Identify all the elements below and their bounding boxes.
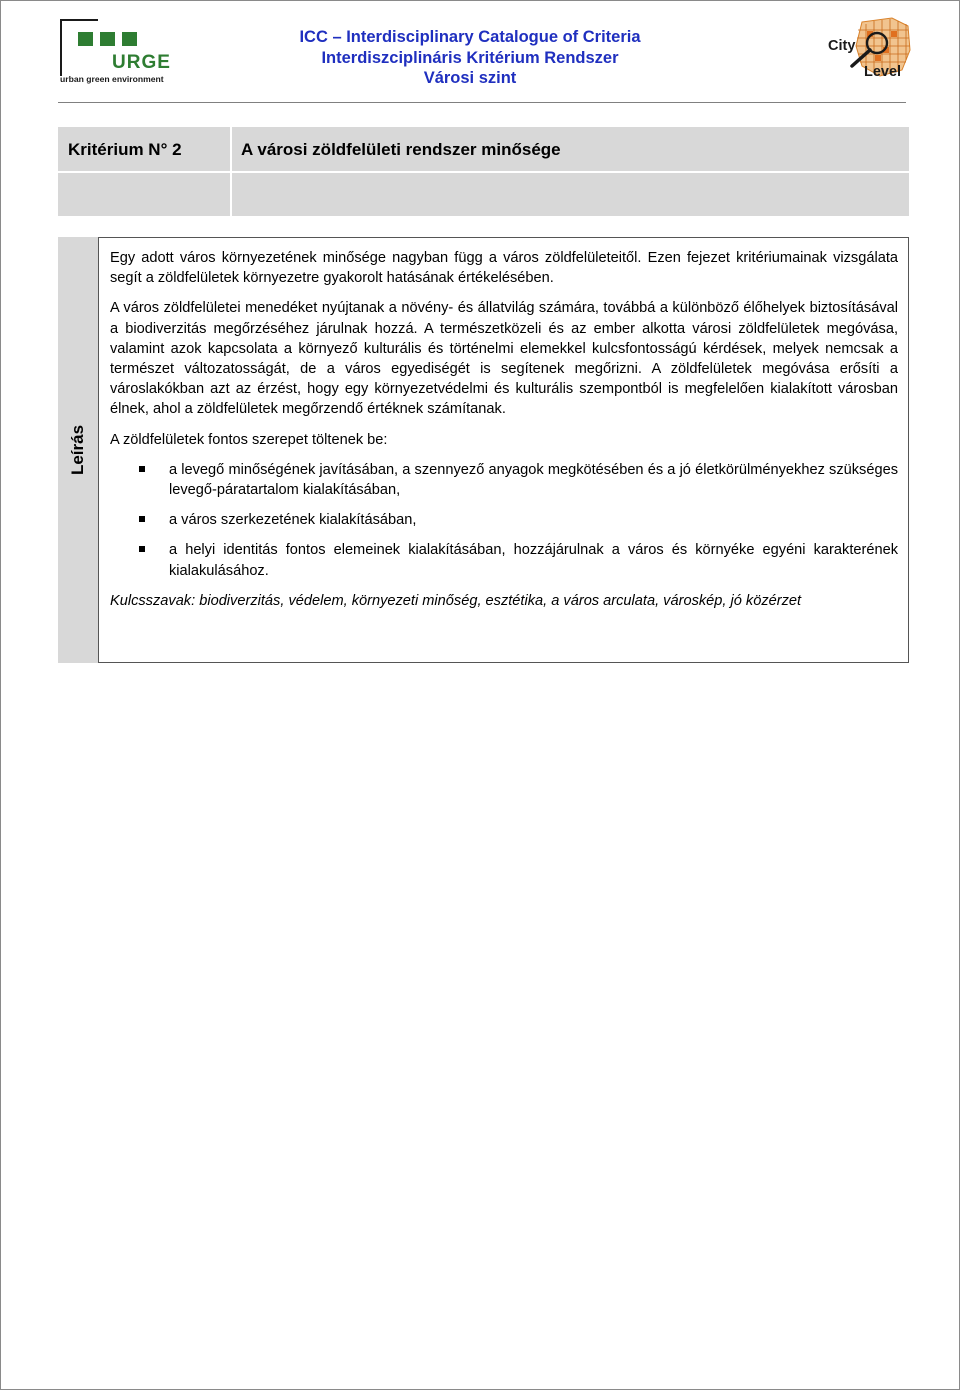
description-bullet-list xyxy=(110,460,898,581)
list-item-text: a helyi identitás fontos elemeinek kialakításában, hozzájárulnak a város és környéke egyéni karakterének kialakulásához. xyxy=(169,542,898,579)
urge-logo xyxy=(58,18,178,86)
list-item xyxy=(110,510,898,530)
description-paragraph-1: Egy adott város környezetének minősége nagyban függ a város zöldfelületeitől. Ezen fejezet kritériumainak vizsgálata segít a zöldfelületek környezetre gyakorolt hatásának értékelésében. xyxy=(110,250,898,287)
description-side-panel xyxy=(58,237,98,663)
city-level-logo xyxy=(822,16,912,82)
city-logo-word-city: City xyxy=(828,38,856,54)
square-bullet-icon xyxy=(139,546,145,552)
description-paragraph-3: A zöldfelületek fontos szerepet töltenek be: xyxy=(110,431,388,448)
list-item-text: a levegő minőségének javításában, a szennyező anyagok megkötésében és a jó életkörülményekhez szükséges levegő-páratartalom kialakításában, xyxy=(169,461,898,499)
square-bullet-icon xyxy=(139,516,145,522)
criterion-title: A városi zöldfelületi rendszer minősége xyxy=(241,140,561,159)
city-logo-word-level: Level xyxy=(864,64,902,80)
criterion-table-row-divider xyxy=(58,171,909,173)
keywords: Kulcsszavak: biodiverzitás, védelem, környezeti minőség, esztétika, a város arculata, városkép, jó közérzet xyxy=(110,592,802,609)
criterion-table xyxy=(58,127,909,216)
header-title-line-3: Városi szint xyxy=(423,69,517,87)
criterion-number: Kritérium N° 2 xyxy=(68,140,182,159)
description-paragraph-2: A város zöldfelületei menedéket nyújtanak a növény- és állatvilág számára, továbbá a különböző élőhelyek biztosításával a biodiverzitás megőrzéséhez járulnak hozzá. A természetközeli és az ember alkotta városi zöldfelületek megóvása, valamint azok kapcsolata a környező kulturális és történelmi elemekkel kulcsfontosságú kérdések, melyek nemcsak a természet változatosságát, de a város egyediségét is segítenek megőrizni. A zöldfelületek megóvása erősíti a városlakókban azt az érzést, hogy egy környezetvédelmi és kulturális szempontból is megfelelően kialakított városban élnek, ahol a zöldfelületek megőrzendő értéknek számítanak. xyxy=(110,300,898,418)
list-item xyxy=(110,460,898,500)
header-divider xyxy=(58,102,906,103)
description-content xyxy=(98,237,909,663)
urge-logo-name: URGE xyxy=(112,52,171,73)
urge-logo-tagline: urban green environment xyxy=(60,74,164,84)
document-header-title xyxy=(240,27,700,89)
description-side-label: Leírás xyxy=(68,424,87,476)
header-title-line-2: Interdiszciplináris Kritérium Rendszer xyxy=(321,48,619,67)
header-title-line-1: ICC – Interdisciplinary Catalogue of Criteria xyxy=(299,28,641,46)
square-bullet-icon xyxy=(139,466,145,472)
list-item xyxy=(110,540,898,580)
list-item-text: a város szerkezetének kialakításában, xyxy=(169,512,417,529)
description-section xyxy=(58,237,909,663)
